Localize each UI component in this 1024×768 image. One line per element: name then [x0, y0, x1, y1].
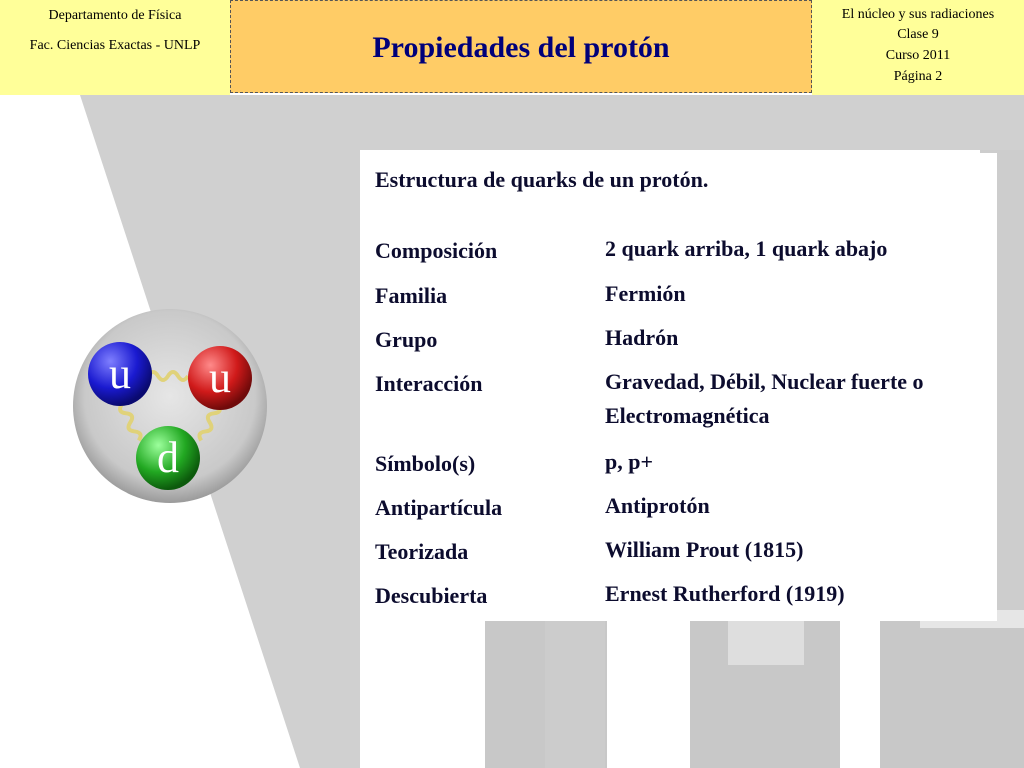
row-key: Teorizada [375, 539, 469, 564]
row-key: Interacción [375, 371, 483, 396]
page-title: Propiedades del protón [372, 31, 670, 64]
row-value: Gravedad, Débil, Nuclear fuerte o Electromagnética [605, 369, 924, 428]
row-key: Descubierta [375, 583, 488, 608]
row-key: Antipartícula [375, 495, 503, 520]
header-left-box [0, 0, 230, 95]
page-number-label: Página 2 [893, 69, 943, 84]
row-value: William Prout (1815) [605, 537, 804, 562]
department-label: Departamento de Física [48, 8, 182, 23]
course-topic-label: El núcleo y sus radiaciones [841, 7, 995, 22]
proton-properties-table [365, 153, 997, 621]
background-bar-4 [728, 620, 804, 665]
down-quark-green-label: d [157, 433, 179, 482]
course-year-label: Curso 2011 [885, 48, 951, 63]
header-title-box [230, 0, 812, 93]
up-quark-red-label: u [209, 353, 231, 402]
row-key: Composición [375, 238, 498, 263]
row-value: p, p+ [605, 449, 654, 474]
proton-quark-illustration [70, 306, 270, 506]
row-value: Hadrón [605, 325, 679, 350]
row-value: Fermión [605, 281, 686, 306]
row-key: Grupo [375, 327, 438, 352]
table-heading: Estructura de quarks de un protón. [375, 167, 709, 192]
class-label: Clase 9 [897, 27, 939, 42]
header-right-box [812, 0, 1024, 95]
row-value: Antiprotón [605, 493, 710, 518]
faculty-label: Fac. Ciencias Exactas - UNLP [29, 38, 201, 53]
row-value: 2 quark arriba, 1 quark abajo [605, 236, 888, 261]
background-bar-2 [545, 620, 605, 768]
row-key: Símbolo(s) [375, 451, 476, 476]
row-key: Familia [375, 283, 448, 308]
row-value: Ernest Rutherford (1919) [605, 581, 845, 606]
slide-header [0, 0, 1024, 95]
up-quark-blue-label: u [109, 349, 131, 398]
